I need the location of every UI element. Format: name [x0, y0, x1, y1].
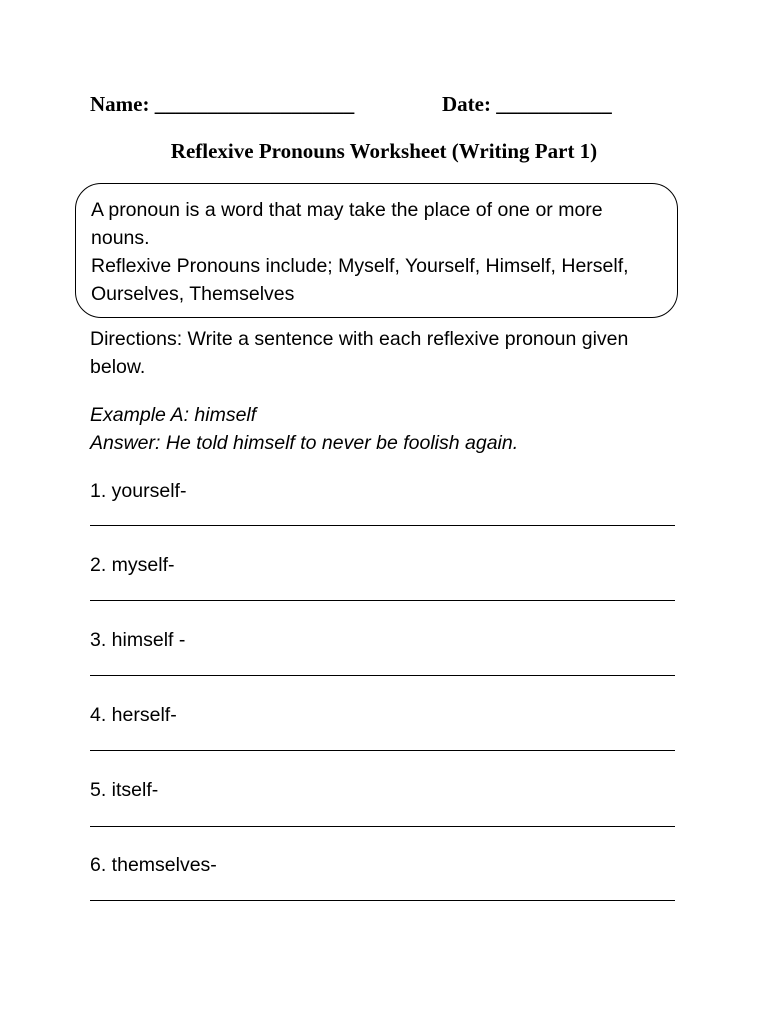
item-label-himself: 3. himself -: [90, 629, 186, 651]
answer-line-5[interactable]: [90, 826, 675, 827]
definition-line-4: Ourselves, Themselves: [91, 283, 295, 305]
example-answer: Answer: He told himself to never be foolish again.: [90, 432, 519, 454]
item-label-herself: 4. herself-: [90, 704, 177, 726]
item-label-themselves: 6. themselves-: [90, 854, 217, 876]
date-field[interactable]: Date: ___________: [442, 92, 612, 116]
answer-line-1[interactable]: [90, 525, 675, 526]
definition-line-1: A pronoun is a word that may take the place of one or more: [91, 199, 603, 221]
answer-line-2[interactable]: [90, 600, 675, 601]
answer-line-3[interactable]: [90, 675, 675, 676]
item-label-yourself: 1. yourself-: [90, 480, 187, 502]
worksheet-title: Reflexive Pronouns Worksheet (Writing Part 1): [170, 139, 598, 163]
example-prompt: Example A: himself: [90, 404, 257, 426]
definition-box: [75, 183, 678, 318]
answer-line-6[interactable]: [90, 900, 675, 901]
definition-line-3: Reflexive Pronouns include; Myself, Yourself, Himself, Herself,: [91, 255, 629, 277]
item-label-itself: 5. itself-: [90, 779, 159, 801]
definition-line-2: nouns.: [91, 227, 150, 249]
header-row: [90, 92, 690, 124]
answer-line-4[interactable]: [90, 750, 675, 751]
name-field[interactable]: Name: ___________________: [90, 92, 355, 116]
directions-line-2: below.: [90, 356, 146, 378]
item-label-myself: 2. myself-: [90, 554, 175, 576]
directions-line-1: Directions: Write a sentence with each reflexive pronoun given: [90, 328, 629, 350]
